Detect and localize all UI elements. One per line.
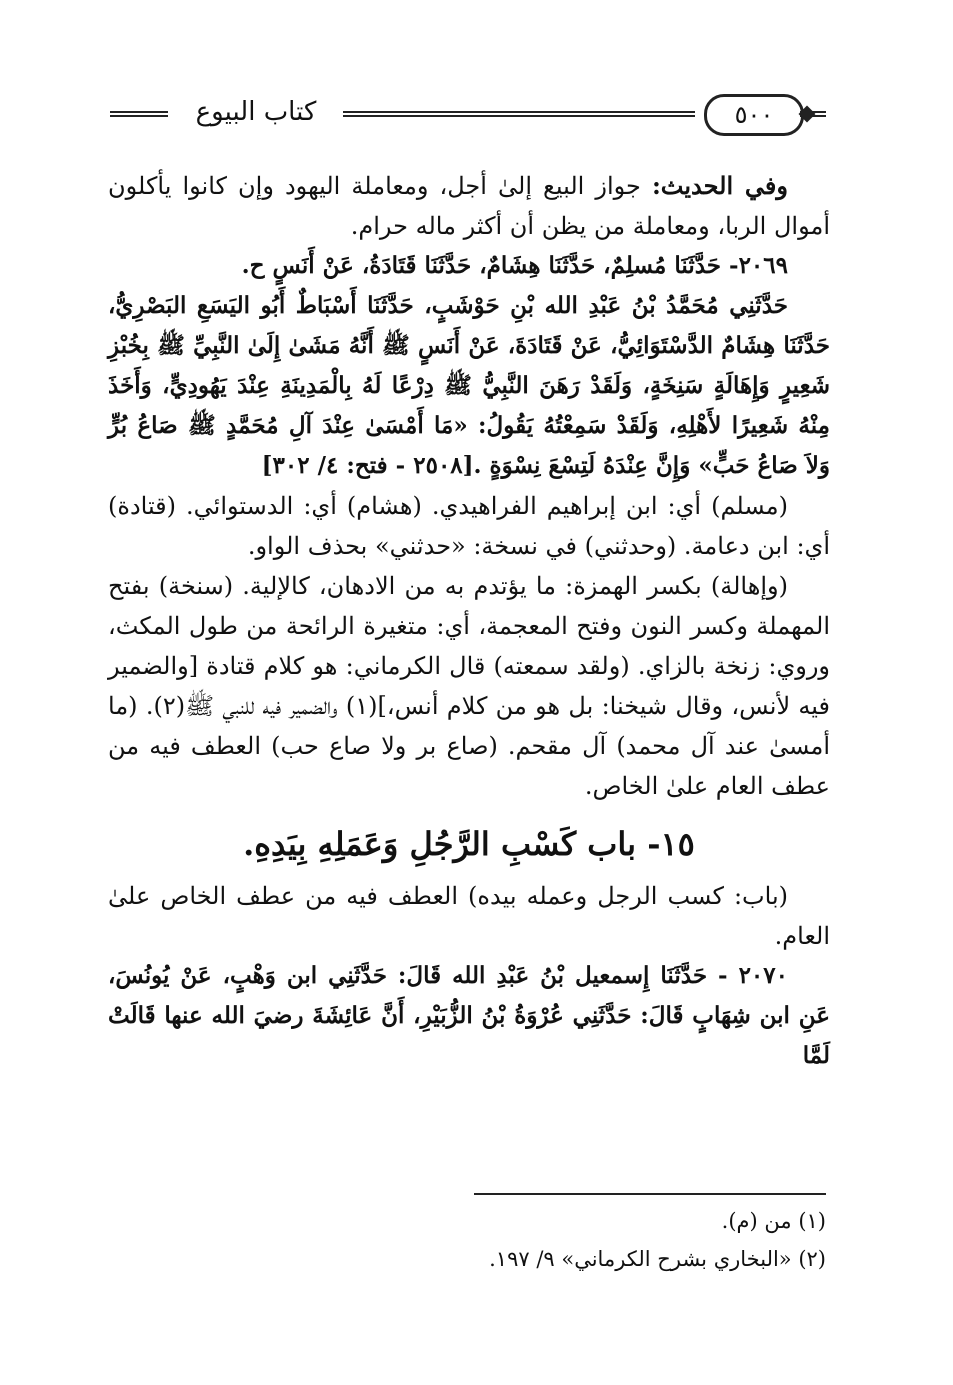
paragraph-hadith-benefits bbox=[108, 166, 830, 246]
chapter-title: ١٥- باب كَسْبِ الرَّجُلِ وَعَمَلِهِ بِيَدِهِ. bbox=[243, 825, 695, 863]
footnote-2: (٢) «البخاري بشرح الكرماني» ٩/ ١٩٧. bbox=[489, 1247, 826, 1271]
footnotes bbox=[108, 1202, 826, 1278]
page-header bbox=[110, 92, 826, 142]
explanation-paragraph-3: (باب: كسب الرجل وعمله بيده) العطف فيه من عطف الخاص علىٰ العام. bbox=[108, 882, 830, 950]
page-number: ٥٠٠ bbox=[704, 94, 804, 136]
running-title: كتاب البيوع bbox=[195, 97, 317, 127]
footnote-separator bbox=[474, 1193, 826, 1195]
header-rule-right bbox=[800, 111, 826, 121]
main-text bbox=[108, 166, 830, 1076]
paragraph-text: جواز البيع إلىٰ أجل، ومعاملة اليهود وإن كانوا يأكلون أموال الربا، ومعاملة من يظن أن أكثر ماله حرام. bbox=[108, 172, 830, 240]
footnote-1: (١) من (م). bbox=[721, 1209, 826, 1233]
keyword: وفي الحديث: bbox=[651, 171, 788, 200]
explanation-paragraph-1: (مسلم) أي: ابن إبراهيم الفراهيدي. (هشام) أي: الدستوائي. (قتادة) أي: ابن دعامة. (وحدثني) في نسخة: «حدثني» بحذف الواو. bbox=[108, 492, 830, 560]
explanation-paragraph-2: (وإهالة) بكسر الهمزة: ما يؤتدم به من الادهان، كالإلية. (سنخة) بفتح المهملة وكسر النون وفتح المعجمة، أي: متغيرة الرائحة من طول المكث، وروي: زنخة بالزاي. (ولقد سمعته) قال الكرماني: هو كلام قتادة [والضمير فيه لأنس، وقال شيخنا: بل هو من كلام أنس،](١) والضمير فيه للنبي ﷺ(٢). (ما أمسىٰ عند آل محمد) آل مقحم. (صاع بر ولا صاع حب) العطف فيه من عطف العام علىٰ الخاص. bbox=[108, 572, 831, 800]
hadith-2069-text: حَدَّثَنِي مُحَمَّدُ بْنُ عَبْدِ الله بْنِ حَوْشَبٍ، حَدَّثَنَا أَسْبَاطٌ أَبُو اليَسَعِ البَصْرِيُّ، حَدَّثَنَا هِشَامٌ الدَّسْتَوَائِيُّ، عَنْ قَتَادَةَ، عَنْ أَنَسٍ ﷺ أَنَّهُ مَشَىٰ إِلَىٰ النَّبِيِّ ﷺ بِخُبْزِ شَعِيرٍ وَإِهَالَةٍ سَنِخَةٍ، وَلَقَدْ رَهَنَ النَّبِيُّ ﷺ دِرْعًا لَهُ بِالْمَدِينَةِ عِنْدَ يَهُودِيٍّ، وَأَخَذَ مِنْهُ شَعِيرًا لأَهْلِهِ، وَلَقَدْ سَمِعْتُهُ يَقُولُ: «مَا أَمْسَىٰ عِنْدَ آلِ مُحَمَّدٍ ﷺ صَاعُ بُرٍّ وَلاَ صَاعُ حَبٍّ» وَإِنَّ عِنْدَهُ لَتِسْعَ نِسْوَةٍ .[٢٥٠٨ - فتح: ٤/ ٣٠٢] bbox=[108, 292, 830, 479]
header-rule-left bbox=[110, 111, 168, 121]
header-rule-middle bbox=[343, 111, 695, 121]
hadith-2070-text: ٢٠٧٠ - حَدَّثَنَا إِسمعيل بْنُ عَبْدِ الله قَالَ: حَدَّثَنِي ابن وَهْبٍ، عَنْ يُونُسَ، عَنِ ابن شِهَابٍ قَالَ: حَدَّثَنِي عُرْوَةُ بْنُ الزُّبَيْرِ، أَنَّ عَائِشَةَ رضيَ الله عنها قَالَتْ لَمَّا bbox=[108, 962, 830, 1069]
hadith-2069-chain: ٢٠٦٩- حَدَّثَنَا مُسلِمٌ، حَدَّثَنَا هِشَامٌ، حَدَّثَنَا قَتَادَةُ، عَنْ أَنَسٍ ح. bbox=[241, 252, 788, 279]
